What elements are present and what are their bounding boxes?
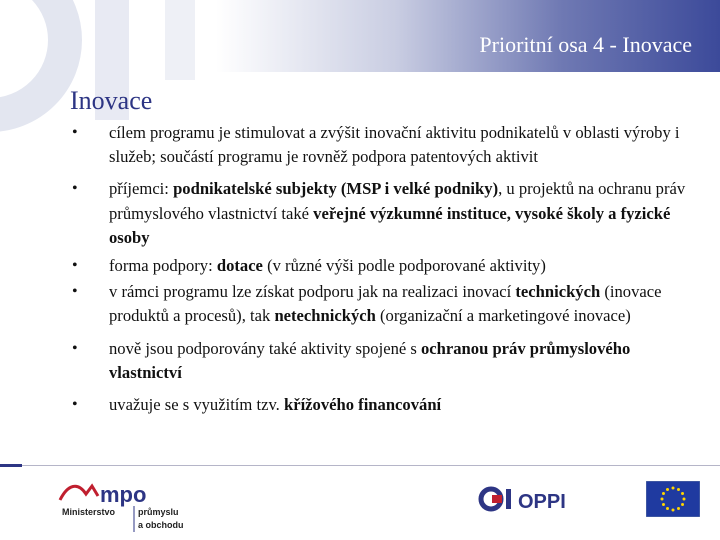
eu-star-icon	[666, 507, 669, 510]
bullet-dot-icon: •	[72, 396, 78, 414]
mpo-word-prumyslu: průmyslu	[138, 507, 179, 517]
bullet-bold-text: ochranou práv průmyslového vlastnictví	[109, 338, 631, 382]
svg-text:mpo: mpo	[100, 482, 147, 507]
bullet-bold-text: podnikatelské subjekty (MSP i velké podniky)	[173, 179, 499, 199]
bullet-list	[72, 121, 687, 417]
bullet-text: nově jsou podporovány také aktivity spojené s	[109, 338, 421, 358]
bullet-item	[72, 393, 687, 417]
bullet-bold-text: křížového financování	[283, 395, 442, 415]
bullet-bold-text: veřejné výzkumné instituce, vysoké školy a fyzické osoby	[109, 203, 671, 247]
oppi-logo	[478, 482, 588, 516]
oppi-logo-text: OPPI	[518, 491, 566, 513]
eu-star-icon	[666, 488, 669, 491]
bullet-dot-icon: •	[72, 283, 78, 301]
mpo-word-obchodu: a obchodu	[138, 520, 184, 530]
bullet-text: forma podpory:	[109, 256, 217, 276]
eu-star-icon	[661, 498, 664, 501]
bullet-text: (inovace produktů a procesů), tak	[109, 282, 662, 326]
eu-star-icon	[672, 509, 675, 512]
bullet-text: uvažuje se s využitím tzv.	[109, 395, 284, 415]
bullet-dot-icon: •	[72, 124, 78, 141]
eu-star-icon	[681, 503, 684, 506]
bullet-item	[72, 254, 687, 278]
eu-star-icon	[677, 507, 680, 510]
bullet-item	[72, 121, 687, 169]
bullet-text: (v různé výši podle podporované aktivity)	[262, 256, 546, 276]
bullet-dot-icon: •	[72, 180, 78, 198]
eu-star-icon	[672, 487, 675, 490]
eu-star-icon	[683, 498, 686, 501]
bullet-dot-icon: •	[72, 339, 78, 357]
bullet-item	[72, 177, 687, 250]
bullet-item	[72, 337, 687, 385]
bullet-text: , u projektů na ochranu práv průmyslového vlastnictví také	[109, 179, 686, 223]
eu-star-icon	[677, 488, 680, 491]
eu-star-icon	[662, 503, 665, 506]
bullet-bold-text: dotace	[216, 256, 263, 276]
mpo-logo	[58, 478, 188, 533]
bullet-text: příjemci:	[109, 179, 174, 199]
footer-divider	[0, 465, 720, 466]
bullet-text: (organizační a marketingové inovace)	[375, 306, 631, 326]
bullet-bold-text: technických	[515, 282, 601, 302]
bullet-text: cílem programu je stimulovat a zvýšit inovační aktivitu podnikatelů v oblasti výroby i služeb; součástí programu je rovněž podpora patentových aktivit	[109, 123, 680, 167]
eu-star-icon	[681, 492, 684, 495]
bullet-bold-text: netechnických	[274, 306, 376, 326]
bullet-text: v rámci programu lze získat podporu jak na realizaci inovací	[109, 282, 516, 302]
slide-title: Prioritní osa 4 - Inovace	[479, 32, 692, 57]
eu-star-icon	[662, 492, 665, 495]
mpo-word-ministerstvo: Ministerstvo	[62, 507, 116, 517]
bullet-item	[72, 280, 687, 328]
section-heading: Inovace	[70, 86, 153, 115]
eu-flag-icon	[646, 481, 700, 517]
bullet-dot-icon: •	[72, 257, 78, 275]
footer-divider-accent	[0, 464, 22, 467]
